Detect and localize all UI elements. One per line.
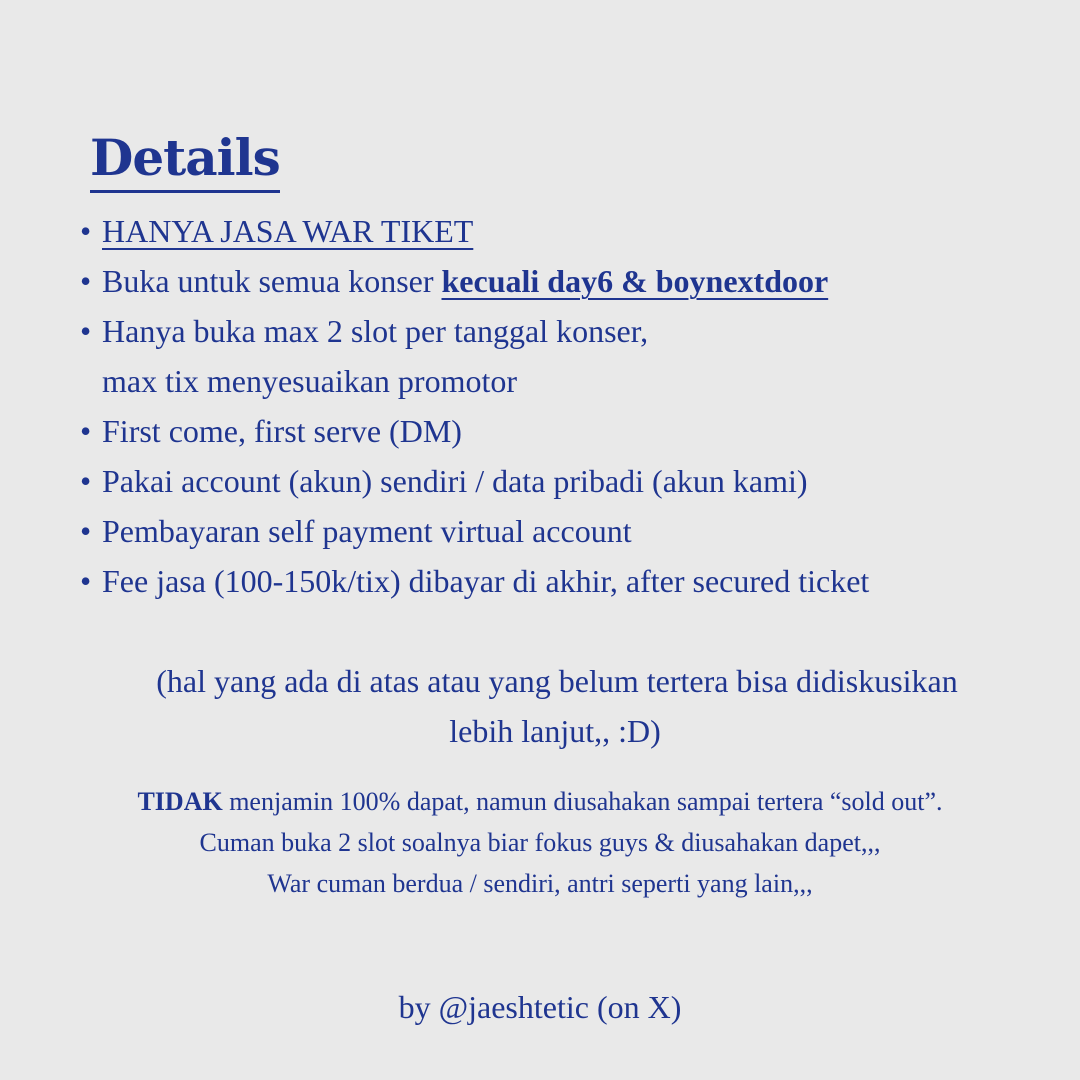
bullet-icon: • <box>80 263 92 299</box>
list-item <box>80 206 869 256</box>
disclaimer-line-1 <box>0 781 1080 822</box>
list-item <box>80 506 869 556</box>
author-credit: by @jaeshtetic (on X) <box>398 989 682 1025</box>
concert-availability-text: Buka untuk semua konser <box>102 263 442 299</box>
slot-limit-continuation: max tix menyesuaikan promotor <box>102 363 518 399</box>
first-come-text: First come, first serve (DM) <box>102 413 462 449</box>
details-list <box>80 206 869 606</box>
fee-text: Fee jasa (100-150k/tix) dibayar di akhir, after secured ticket <box>102 563 870 599</box>
exception-highlight: kecuali day6 & boynextdoor <box>441 263 829 299</box>
disclaimer-line-1-rest: menjamin 100% dapat, namun diusahakan sampai tertera “sold out”. <box>222 787 943 816</box>
account-text: Pakai account (akun) sendiri / data pribadi (akun kami) <box>102 463 808 499</box>
bullet-icon: • <box>80 513 92 549</box>
bullet-icon: • <box>80 213 92 249</box>
list-item <box>80 406 869 456</box>
bullet-icon: • <box>80 313 92 349</box>
disclaimer-line-2: Cuman buka 2 slot soalnya biar fokus guys & diusahakan dapet,,, <box>199 828 881 857</box>
list-item <box>80 306 869 406</box>
disclaimer-emphasis: TIDAK <box>137 787 223 816</box>
bullet-icon: • <box>80 413 92 449</box>
list-item <box>80 256 869 306</box>
list-item <box>80 456 869 506</box>
disclaimer <box>0 781 1080 904</box>
bullet-icon: • <box>80 463 92 499</box>
note-line-1: (hal yang ada di atas atau yang belum tertera bisa didiskusikan <box>156 663 958 699</box>
disclaimer-line-3: War cuman berdua / sendiri, antri seperti yang lain,,, <box>267 869 813 898</box>
page-title: Details <box>90 128 280 193</box>
note-line-2: lebih lanjut,, :D) <box>449 713 661 749</box>
list-item <box>80 556 869 606</box>
bullet-icon: • <box>80 563 92 599</box>
service-type-text: HANYA JASA WAR TIKET <box>102 213 474 249</box>
discussion-note <box>0 656 1080 756</box>
payment-text: Pembayaran self payment virtual account <box>102 513 632 549</box>
slot-limit-text: Hanya buka max 2 slot per tanggal konser, <box>102 313 649 349</box>
